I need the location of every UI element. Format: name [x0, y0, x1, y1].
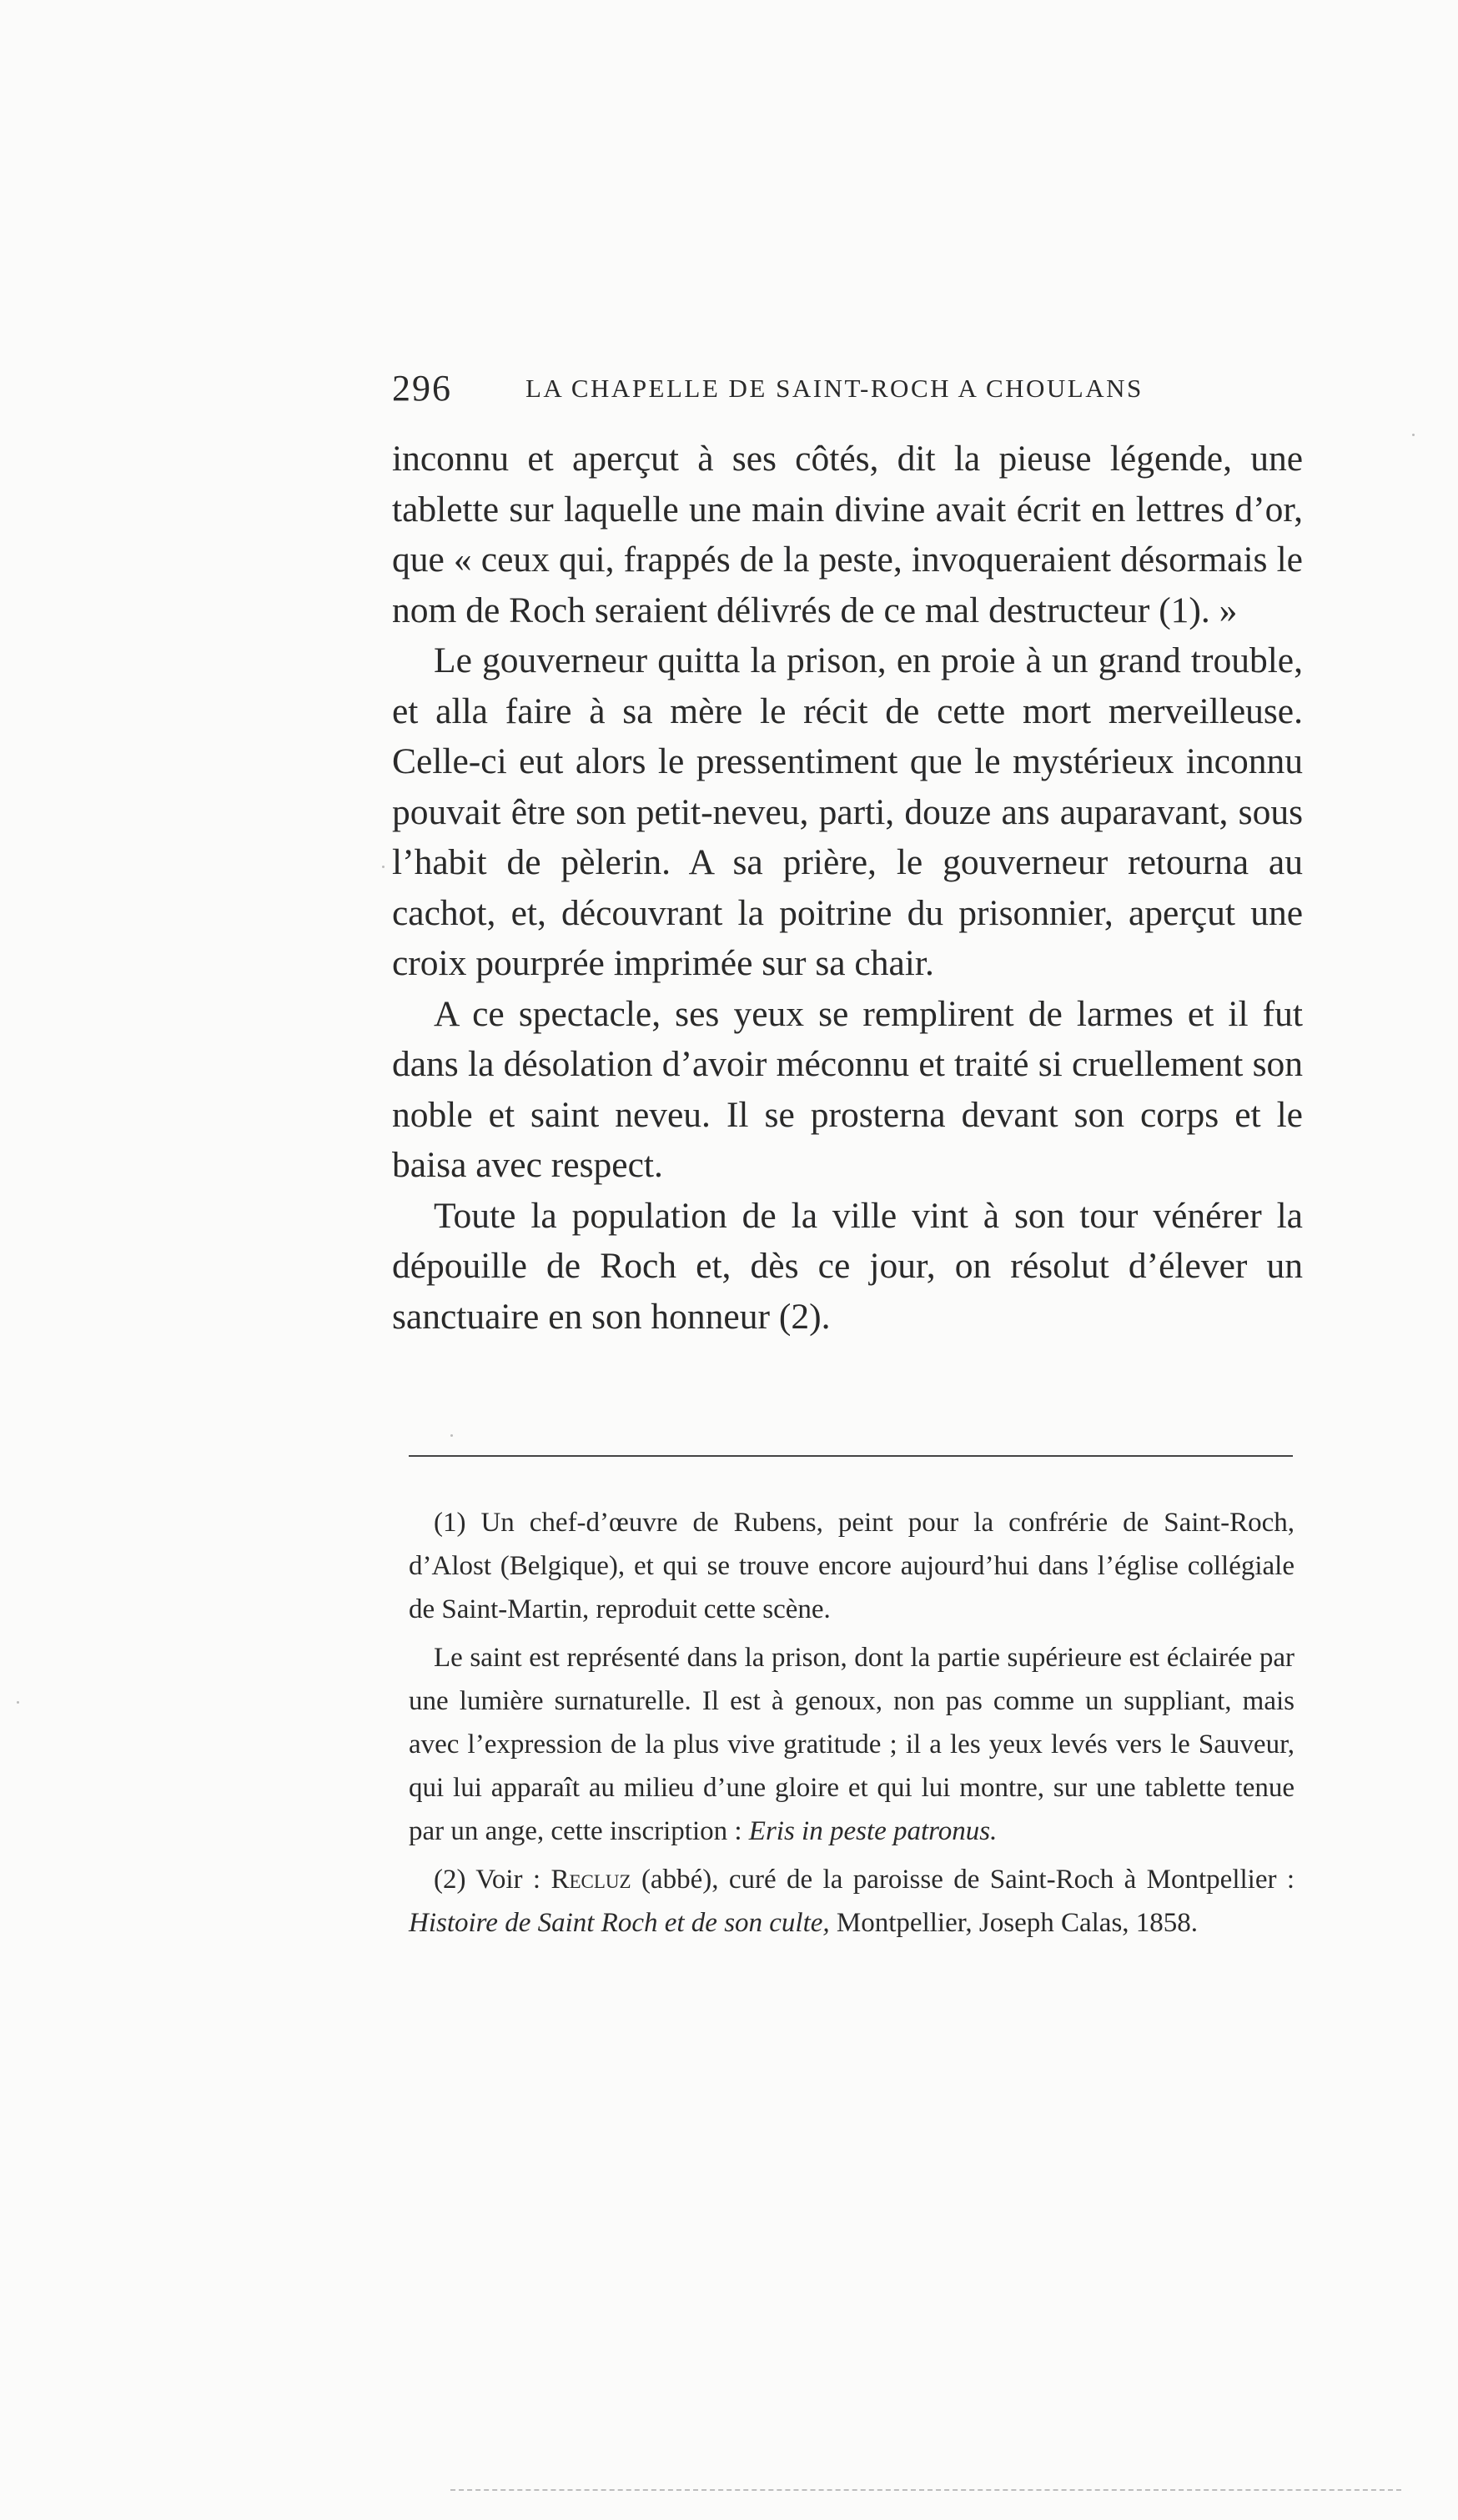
footnote-separator: [409, 1455, 1293, 1457]
running-title: LA CHAPELLE DE SAINT-ROCH A CHOULANS: [525, 374, 1144, 403]
footnote-1-text: Le saint est représenté dans la prison, dont la partie supérieure est éclairée par une lumière surnaturelle. Il est à genoux, non pas comme un suppliant, mais avec l’expression de la plus vive gratitude ; il a les yeux levés vers le Sauveur, qui lui apparaît au milieu d’une gloire et qui lui montre, sur une tablette tenue par un ange, cette inscription :: [409, 1643, 1295, 1846]
paper-speck: [450, 1434, 453, 1437]
paragraph-2: Le gouverneur quitta la prison, en proie à un grand trouble, et alla faire à sa mère le récit de cette mort merveilleuse. Celle-ci eut alors le pressentiment que le mystérieux inconnu pouvait être son petit-neveu, parti, douze ans auparavant, sous l’habit de pèlerin. A sa prière, le gouverneur retourna au cachot, et, découvrant la poitrine du prisonnier, aperçut une croix pourprée imprimée sur sa chair.: [392, 640, 1303, 983]
paper-speck: [17, 1701, 19, 1704]
footnote-2: [409, 1858, 1295, 1945]
footnote-1: (1) Un chef-d’œuvre de Rubens, peint pour la confrérie de Saint-Roch, d’Alost (Belgique), et qui se trouve encore aujourd’hui dans l’église collégiale de Saint-Martin, reproduit cette scène.: [409, 1508, 1295, 1624]
footnote-2-end: Montpellier, Joseph Calas, 1858.: [836, 1908, 1199, 1938]
bottom-edge-marks: [450, 2489, 1401, 2494]
page-number: 296: [392, 368, 452, 409]
footnote-2-mid: (abbé), curé de la paroisse de Saint-Roch à Montpellier :: [641, 1865, 1295, 1895]
footnote-2-prefix: (2) Voir :: [434, 1865, 541, 1895]
paragraph-4: Toute la population de la ville vint à son tour vénérer la dépouille de Roch et, dès ce jour, on résolut d’élever un sanctuaire en son honneur (2).: [392, 1195, 1303, 1337]
latin-inscription: Eris in peste patronus.: [748, 1816, 998, 1846]
paragraph-1: inconnu et aperçut à ses côtés, dit la pieuse légende, une tablette sur laquelle une main divine avait écrit en lettres d’or, que « ceux qui, frappés de la peste, invoqueraient désormais le nom de Roch seraient délivrés de ce mal destructeur (1). »: [392, 439, 1303, 630]
paragraph-3: A ce spectacle, ses yeux se remplirent de larmes et il fut dans la désolation d’avoir méconnu et traité si cruellement son noble et saint neveu. Il se prosterna devant son corps et le baisa avec respect.: [392, 993, 1303, 1185]
footnote-2-book-title: Histoire de Saint Roch et de son culte,: [409, 1908, 830, 1938]
main-text: [392, 434, 1303, 1342]
paper-speck: [1412, 434, 1415, 436]
footnotes: [409, 1501, 1295, 1945]
footnote-2-author: Recluz: [551, 1865, 631, 1895]
footnote-1-continued: [409, 1636, 1295, 1853]
page-header: [392, 367, 1303, 417]
paper-speck: [382, 866, 385, 868]
